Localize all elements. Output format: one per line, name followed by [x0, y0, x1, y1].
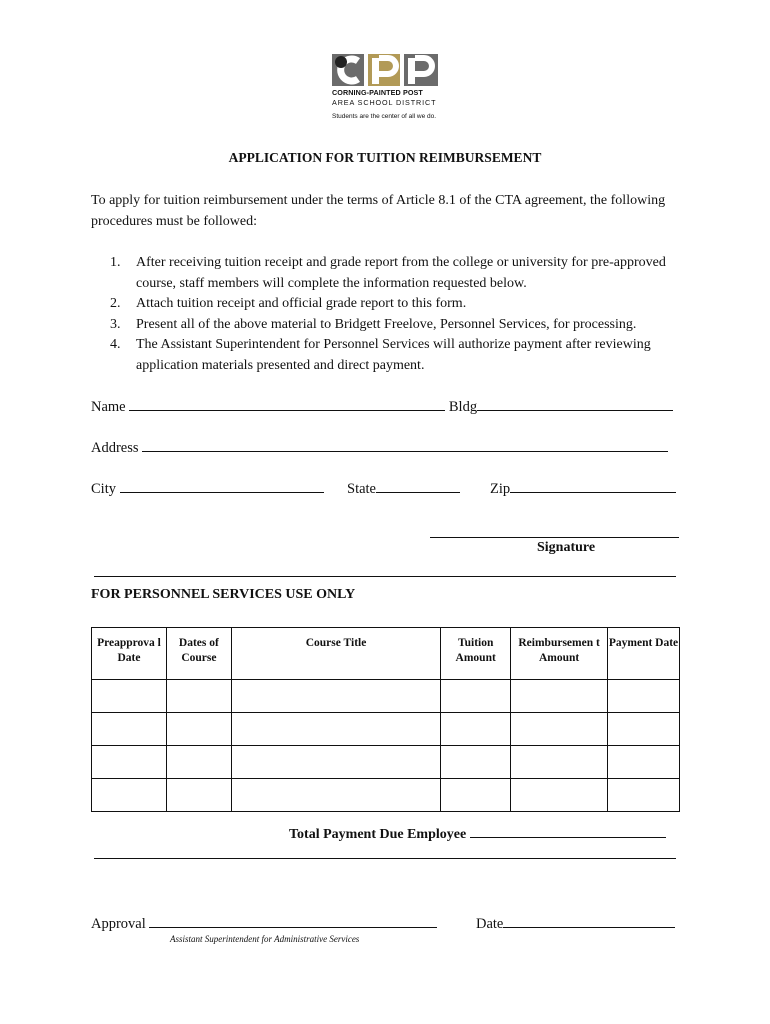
table-cell[interactable] [511, 746, 608, 779]
table-cell[interactable] [231, 746, 440, 779]
divider [94, 858, 676, 859]
table-cell[interactable] [441, 746, 511, 779]
table-cell[interactable] [92, 680, 167, 713]
date-field[interactable] [503, 913, 675, 928]
date-label: Date [476, 916, 504, 932]
table-cell[interactable] [511, 713, 608, 746]
table-header-row [92, 628, 680, 680]
address-row [91, 437, 668, 457]
personnel-heading: FOR PERSONNEL SERVICES USE ONLY [91, 587, 356, 602]
table-cell[interactable] [608, 713, 680, 746]
bldg-field[interactable] [477, 396, 673, 411]
divider [94, 576, 676, 577]
table-cell[interactable] [511, 779, 608, 812]
table-cell[interactable] [166, 680, 231, 713]
table-cell[interactable] [608, 680, 680, 713]
district-tagline: Students are the center of all we do. [332, 113, 437, 120]
signature-field[interactable] [430, 537, 679, 538]
header-payment-date: Payment Date [608, 628, 680, 680]
table-cell[interactable] [166, 713, 231, 746]
table-cell[interactable] [441, 713, 511, 746]
district-logo [332, 52, 442, 124]
header-course-title: Course Title [231, 628, 440, 680]
city-row [91, 478, 324, 498]
table-row [92, 779, 680, 812]
total-label: Total Payment Due Employee [289, 827, 467, 842]
name-field[interactable] [129, 396, 445, 411]
date-row [476, 913, 675, 933]
table-cell[interactable] [166, 746, 231, 779]
procedure-step: 2. Attach tuition receipt and official grade report to this form. [110, 296, 467, 311]
header-reimbursement-amount: Reimbursemen t Amount [511, 628, 608, 680]
state-label: State [347, 481, 376, 497]
name-label: Name [91, 399, 126, 415]
cpp-logo-mark [332, 52, 440, 86]
table-cell[interactable] [231, 779, 440, 812]
table-cell[interactable] [608, 779, 680, 812]
address-label: Address [91, 440, 139, 456]
state-field[interactable] [376, 478, 460, 493]
approval-label: Approval [91, 916, 146, 932]
table-cell[interactable] [92, 779, 167, 812]
header-tuition-amount: Tuition Amount [441, 628, 511, 680]
table-cell[interactable] [608, 746, 680, 779]
table-cell[interactable] [92, 746, 167, 779]
state-row [347, 478, 460, 498]
zip-field[interactable] [510, 478, 676, 493]
payment-table [91, 627, 680, 812]
approval-row [91, 913, 437, 933]
intro-paragraph: To apply for tuition reimbursement under the terms of Article 8.1 of the CTA agreement, the following procedures must be followed: [91, 193, 666, 229]
procedure-list [110, 253, 700, 376]
approval-subtitle: Assistant Superintendent for Administrative Services [170, 934, 360, 944]
table-row [92, 746, 680, 779]
header-dates-of-course: Dates of Course [166, 628, 231, 680]
table-cell[interactable] [231, 713, 440, 746]
table-cell[interactable] [92, 713, 167, 746]
name-row [91, 396, 673, 416]
procedure-step: 1. After receiving tuition receipt and grade report from the college or university for pre-approved course, staff members will complete the information requested below. [110, 255, 666, 291]
procedure-step: 4. The Assistant Superintendent for Personnel Services will authorize payment after reviewing application materials presented and direct payment. [110, 337, 651, 373]
form-title: APPLICATION FOR TUITION REIMBURSEMENT [228, 150, 542, 165]
approval-field[interactable] [149, 913, 437, 928]
table-cell[interactable] [441, 779, 511, 812]
table-row [92, 680, 680, 713]
header-preapproval-date: Preapprova l Date [92, 628, 167, 680]
district-subtitle: AREA SCHOOL DISTRICT [332, 98, 437, 107]
total-row [289, 823, 666, 843]
address-field[interactable] [142, 437, 668, 452]
city-label: City [91, 481, 116, 497]
zip-label: Zip [490, 481, 511, 497]
zip-row [490, 478, 676, 498]
bldg-label: Bldg [448, 399, 478, 415]
procedure-step: 3. Present all of the above material to Bridgett Freelove, Personnel Services, for processing. [110, 316, 637, 332]
table-cell[interactable] [166, 779, 231, 812]
table-cell[interactable] [511, 680, 608, 713]
district-name: CORNING-PAINTED POST [332, 88, 423, 97]
city-field[interactable] [120, 478, 324, 493]
total-field[interactable] [470, 823, 666, 838]
table-cell[interactable] [231, 680, 440, 713]
signature-label: Signature [537, 540, 596, 555]
table-row [92, 713, 680, 746]
table-cell[interactable] [441, 680, 511, 713]
